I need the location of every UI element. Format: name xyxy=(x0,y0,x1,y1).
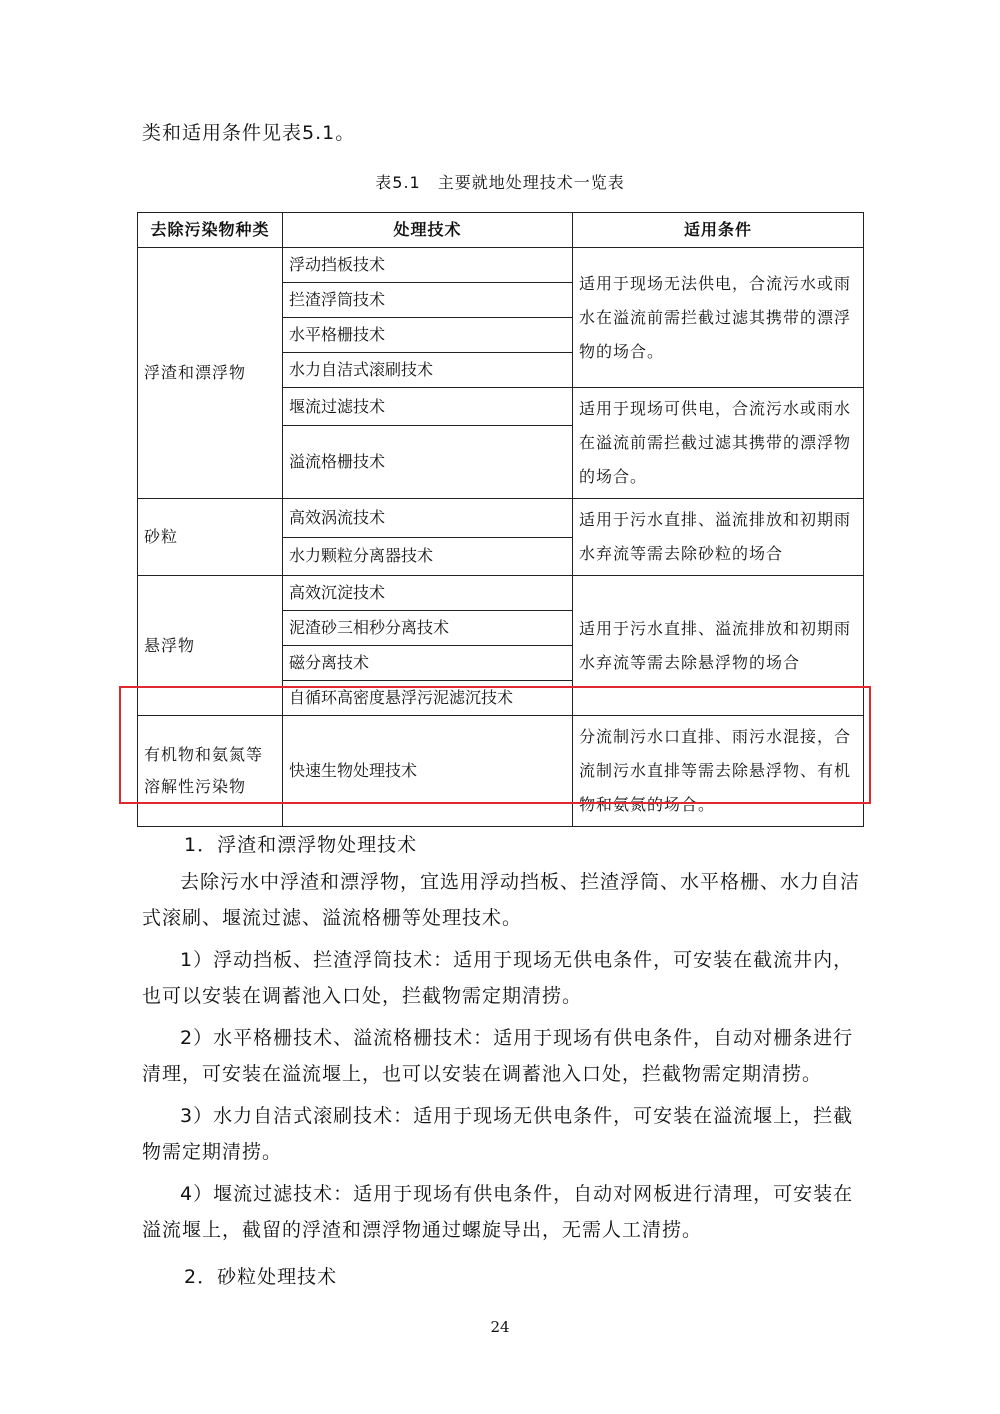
section-heading-1: 1．浮渣和漂浮物处理技术 xyxy=(184,834,418,856)
technology-cell: 拦渣浮筒技术 xyxy=(283,283,573,318)
intro-line: 类和适用条件见表5.1。 xyxy=(142,122,356,144)
technology-cell: 水力自洁式滚刷技术 xyxy=(283,353,573,388)
condition-cell: 适用于现场可供电，合流污水或雨水在溢流前需拦截过滤其携带的漂浮物的场合。 xyxy=(573,388,864,499)
category-cell: 浮渣和漂浮物 xyxy=(138,248,283,499)
technology-cell: 快速生物处理技术 xyxy=(283,716,573,827)
technology-cell: 浮动挡板技术 xyxy=(283,248,573,283)
table-caption: 表5.1 主要就地处理技术一览表 xyxy=(375,173,625,192)
paragraph: 1）浮动挡板、拦渣浮筒技术：适用于现场无供电条件，可安装在截流井内，也可以安装在调蓄池入口处，拦截物需定期清捞。 xyxy=(142,949,854,1007)
technology-cell: 泥渣砂三相秒分离技术 xyxy=(283,611,573,646)
paragraph: 3）水力自洁式滚刷技术：适用于现场无供电条件，可安装在溢流堰上，拦截物需定期清捞。 xyxy=(142,1105,854,1163)
condition-cell: 分流制污水口直排、雨污水混接，合流制污水直排等需去除悬浮物、有机物和氨氮的场合。 xyxy=(573,716,864,827)
technology-cell: 水力颗粒分离器技术 xyxy=(283,537,573,576)
category-cell: 有机物和氨氮等溶解性污染物 xyxy=(138,716,283,827)
header-pollutant: 去除污染物种类 xyxy=(138,213,283,248)
table-row xyxy=(138,576,864,611)
paragraph: 去除污水中浮渣和漂浮物，宜选用浮动挡板、拦渣浮筒、水平格栅、水力自洁式滚刷、堰流过滤、溢流格栅等处理技术。 xyxy=(142,871,861,929)
table-row xyxy=(138,248,864,283)
page-number: 24 xyxy=(490,1318,510,1336)
category-cell: 砂粒 xyxy=(138,499,283,576)
condition-cell: 适用于现场无法供电，合流污水或雨水在溢流前需拦截过滤其携带的漂浮物的场合。 xyxy=(573,248,864,388)
category-cell: 悬浮物 xyxy=(138,576,283,716)
technology-cell: 溢流格栅技术 xyxy=(283,426,573,499)
paragraph: 4）堰流过滤技术：适用于现场有供电条件，自动对网板进行清理，可安装在溢流堰上，截留的浮渣和漂浮物通过螺旋导出，无需人工清捞。 xyxy=(142,1183,854,1241)
condition-cell: 适用于污水直排、溢流排放和初期雨水弃流等需去除砂粒的场合 xyxy=(573,499,864,576)
red-highlight-box xyxy=(119,686,871,804)
technology-cell: 水平格栅技术 xyxy=(283,318,573,353)
technology-cell: 堰流过滤技术 xyxy=(283,388,573,426)
section-heading-2: 2．砂粒处理技术 xyxy=(184,1266,338,1288)
header-technology: 处理技术 xyxy=(283,213,573,248)
technology-cell: 高效涡流技术 xyxy=(283,499,573,538)
technology-cell: 自循环高密度悬浮污泥滤沉技术 xyxy=(283,681,573,716)
paragraph: 2）水平格栅技术、溢流格栅技术：适用于现场有供电条件，自动对栅条进行清理，可安装在溢流堰上，也可以安装在调蓄池入口处，拦截物需定期清捞。 xyxy=(142,1027,854,1085)
table-row xyxy=(138,499,864,538)
technology-cell: 磁分离技术 xyxy=(283,646,573,681)
header-condition: 适用条件 xyxy=(573,213,864,248)
table-header-row xyxy=(138,213,864,248)
technology-cell: 高效沉淀技术 xyxy=(283,576,573,611)
condition-cell: 适用于污水直排、溢流排放和初期雨水弃流等需去除悬浮物的场合 xyxy=(573,576,864,716)
